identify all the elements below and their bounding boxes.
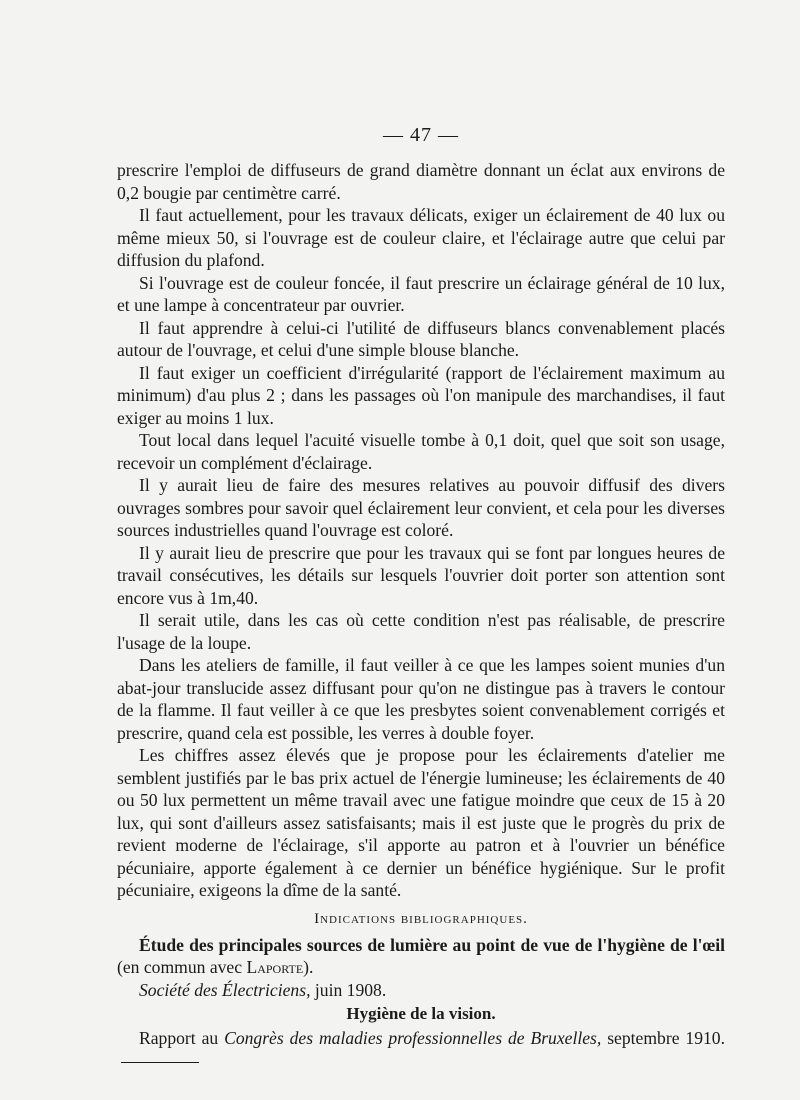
ref2-congress: Congrès des maladies professionnelles de Bruxelles, bbox=[224, 1028, 602, 1048]
ref1-title: Étude des principales sources de lumière au point de vue de l'hygiène de l'œil bbox=[139, 934, 725, 955]
paragraph-1: prescrire l'emploi de diffuseurs de grand diamètre donnant un éclat aux environs de 0,2 bougie par centimètre carré. bbox=[117, 160, 725, 203]
bibliography-entry-1-source bbox=[117, 979, 725, 1002]
ref1-journal: Société des Électriciens, bbox=[139, 979, 311, 1000]
document-page bbox=[117, 124, 725, 1072]
end-rule bbox=[121, 1062, 199, 1063]
bibliography-entry-1 bbox=[117, 934, 725, 979]
paragraph-4: Il faut apprendre à celui-ci l'utilité de diffuseurs blancs convenablement placés autour de l'ouvrage, et celui d'une simple blouse blanche. bbox=[117, 317, 725, 360]
ref1-date: juin 1908. bbox=[310, 979, 387, 1000]
bibliography-entry-2 bbox=[117, 1027, 725, 1072]
ref1-coauthor: Laporte bbox=[246, 957, 304, 977]
paragraph-9: Il serait utile, dans les cas où cette condition n'est pas réalisable, de prescrire l'usage de la loupe. bbox=[117, 610, 725, 653]
paragraph-5: Il faut exiger un coefficient d'irrégularité (rapport de l'éclairement maximum au minimum) d'au plus 2 ; dans les passages où l'on manipule des marchandises, il faut exiger au moins 1 lux. bbox=[117, 362, 725, 428]
paragraph-8: Il y aurait lieu de prescrire que pour les travaux qui se font par longues heures de travail consécutives, les détails sur lesquels l'ouvrier doit porter son attention sont encore vus à 1m,40. bbox=[117, 542, 725, 608]
paragraph-6: Tout local dans lequel l'acuité visuelle tombe à 0,1 doit, quel que soit son usage, recevoir un complément d'éclairage. bbox=[117, 430, 725, 473]
ref2-date: septembre 1910. bbox=[601, 1028, 725, 1048]
ref1-post: ). bbox=[303, 957, 314, 977]
paragraph-2: Il faut actuellement, pour les travaux délicats, exiger un éclairement de 40 lux ou même mieux 50, si l'ouvrage est de couleur claire, et l'éclairage autre que celui par diffusion du plafond. bbox=[117, 205, 725, 270]
bibliography-heading: Indications bibliographiques. bbox=[314, 910, 528, 927]
page-number: — 47 — bbox=[383, 124, 459, 146]
ref2-title: Hygiène de la vision. bbox=[346, 1004, 496, 1023]
paragraph-7: Il y aurait lieu de faire des mesures relatives au pouvoir diffusif des divers ouvrages sombres pour savoir quel éclairement leur convient, et cela pour les diverses sources industrielles quand l'ouvrage est coloré. bbox=[117, 475, 725, 540]
paragraph-10: Dans les ateliers de famille, il faut veiller à ce que les lampes soient munies d'un abat-jour translucide assez diffusant pour qu'on ne distingue pas à travers le contour de la flamme. Il faut veiller à ce que les presbytes soient convenablement corrigés et prescrire, quand cela est possible, les verres à double foyer. bbox=[117, 655, 725, 743]
ref1-pre: (en commun avec bbox=[117, 957, 247, 977]
ref2-pre: Rapport au bbox=[139, 1028, 225, 1048]
paragraph-3: Si l'ouvrage est de couleur foncée, il faut prescrire un éclairage général de 10 lux, et une lampe à concentrateur par ouvrier. bbox=[117, 272, 725, 315]
paragraph-11: Les chiffres assez élevés que je propose pour les éclairements d'atelier me semblent justifiés par le bas prix actuel de l'énergie lumineuse; les éclairements de 40 ou 50 lux permettent un même travail avec une fatigue moindre que ceux de 15 à 20 lux, qui sont d'ailleurs assez satisfaisants; mais il est juste que le progrès du prix de revient moderne de l'éclairage, s'il apporte au patron et à l'ouvrier un bénéfice pécuniaire, apporte également à ce dernier un bénéfice hygiénique. Sur le profit pécuniaire, exigeons la dîme de la santé. bbox=[117, 745, 725, 900]
